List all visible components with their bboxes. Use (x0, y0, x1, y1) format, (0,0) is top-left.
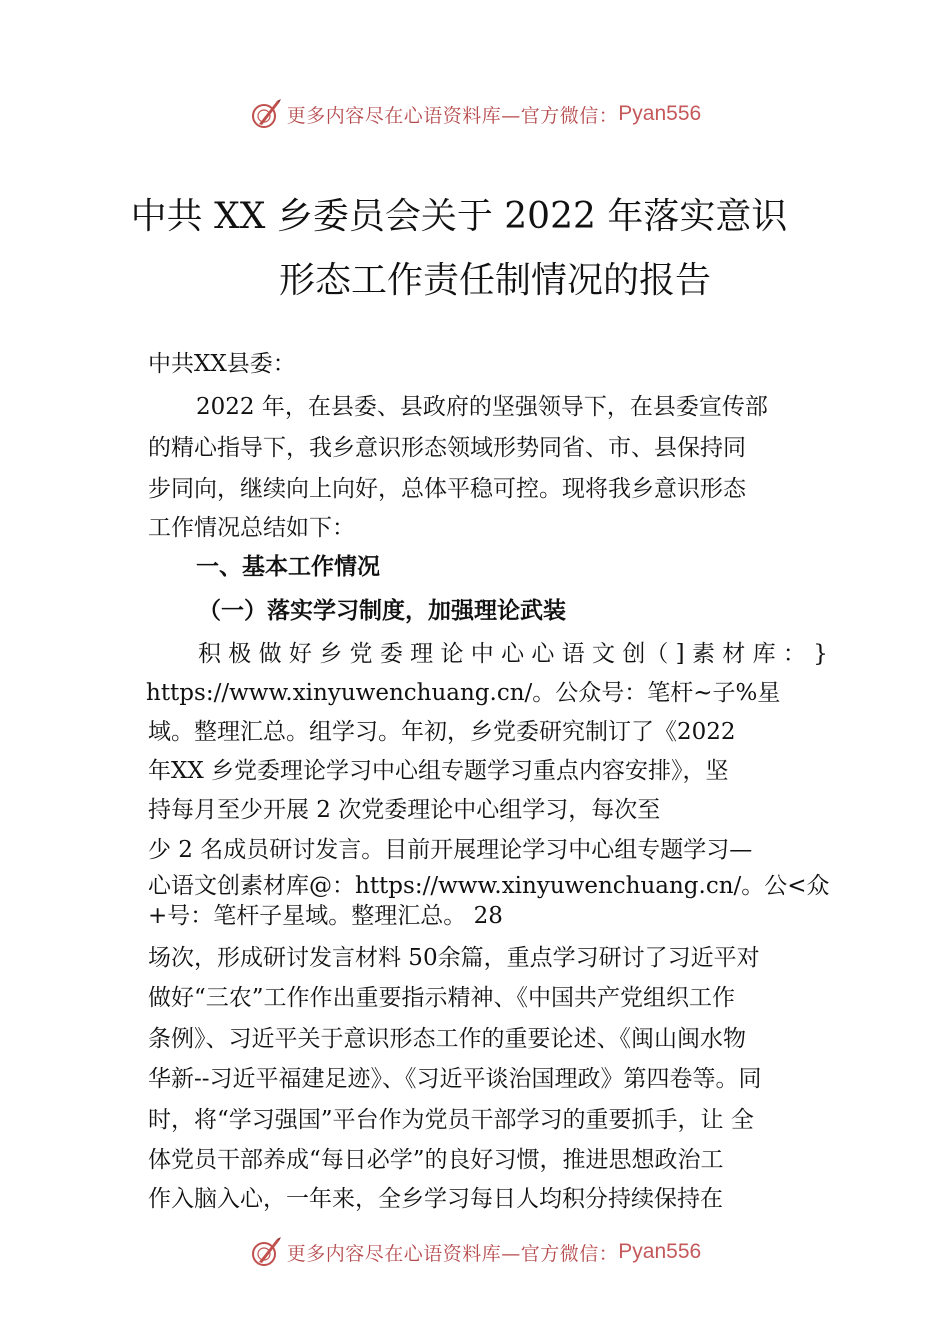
paragraph-line: 的精心指导下，我乡意识形态领域形势同省、市、县保持同 (148, 435, 746, 461)
paragraph-line: 持每月至少开展 2 次党委理论中心组学习，每次至 (148, 797, 661, 823)
subsection-heading: （一）落实学习制度，加强理论武装 (198, 597, 566, 624)
document-title-line-1: 中共 XX 乡委员会关于 2022 年落实意识 (130, 196, 788, 237)
paragraph-line: 体党员干部养成“每日必学”的良好习惯，推进思想政治工 (148, 1147, 724, 1173)
watermark-text: 更多内容尽在心语资料库—官方微信： (286, 104, 619, 127)
salutation: 中共XX县委： (148, 351, 296, 377)
watermark-wechat-id: Pyan556 (618, 102, 702, 125)
quill-logo-icon (249, 1235, 283, 1269)
paragraph-line: https://www.xinyuwenchuang.cn/。公众号：笔杆~子%星 (146, 680, 781, 706)
paragraph-line: 条例》、习近平关于意识形态工作的重要论述、《闽山闽水物 (148, 1026, 746, 1052)
paragraph-line: 域。整理汇总。组学习。年初，乡党委研究制订了《2022 (148, 719, 736, 745)
paragraph-line: 步同向，继续向上向好，总体平稳可控。现将我乡意识形态 (148, 476, 746, 502)
paragraph-line: 心语文创素材库@：https://www.xinyuwenchuang.cn/。公<众 (148, 873, 830, 899)
paragraph-line: 做好“三农”工作作出重要指示精神、《中国共产党组织工作 (148, 985, 736, 1011)
paragraph-line: 时，将“学习强国”平台作为党员干部学习的重要抓手，让 全 (148, 1107, 754, 1133)
document-title-line-2: 形态工作责任制情况的报告 (278, 260, 711, 301)
paragraph-line: 少 2 名成员研讨发言。目前开展理论学习中心组专题学习— (148, 837, 753, 863)
watermark-wechat-id: Pyan556 (618, 1240, 702, 1263)
paragraph-line: 场次，形成研讨发言材料 50余篇，重点学习研讨了习近平对 (148, 945, 760, 971)
watermark-header (0, 94, 950, 134)
watermark-text: 更多内容尽在心语资料库—官方微信： (286, 1242, 619, 1265)
paragraph-line: 作入脑入心，一年来，全乡学习每日人均积分持续保持在 (148, 1186, 723, 1212)
paragraph-line: +号：笔杆子星域。整理汇总。 28 (148, 903, 503, 929)
paragraph-line: 积 极 做 好 乡 党 委 理 论 中 心 心 语 文 创（ ] 素 材 库 ： } (198, 641, 828, 667)
watermark-footer (0, 1232, 950, 1272)
paragraph-line: 华新--习近平福建足迹》、《习近平谈治国理政》第四卷等。同 (148, 1066, 762, 1092)
paragraph-line: 工作情况总结如下： (148, 515, 355, 541)
section-heading: 一、基本工作情况 (196, 554, 380, 580)
quill-logo-icon (249, 97, 283, 131)
paragraph-line: 2022 年，在县委、县政府的坚强领导下，在县委宣传部 (196, 394, 768, 420)
paragraph-line: 年XX 乡党委理论学习中心组专题学习重点内容安排》，坚 (148, 758, 729, 784)
